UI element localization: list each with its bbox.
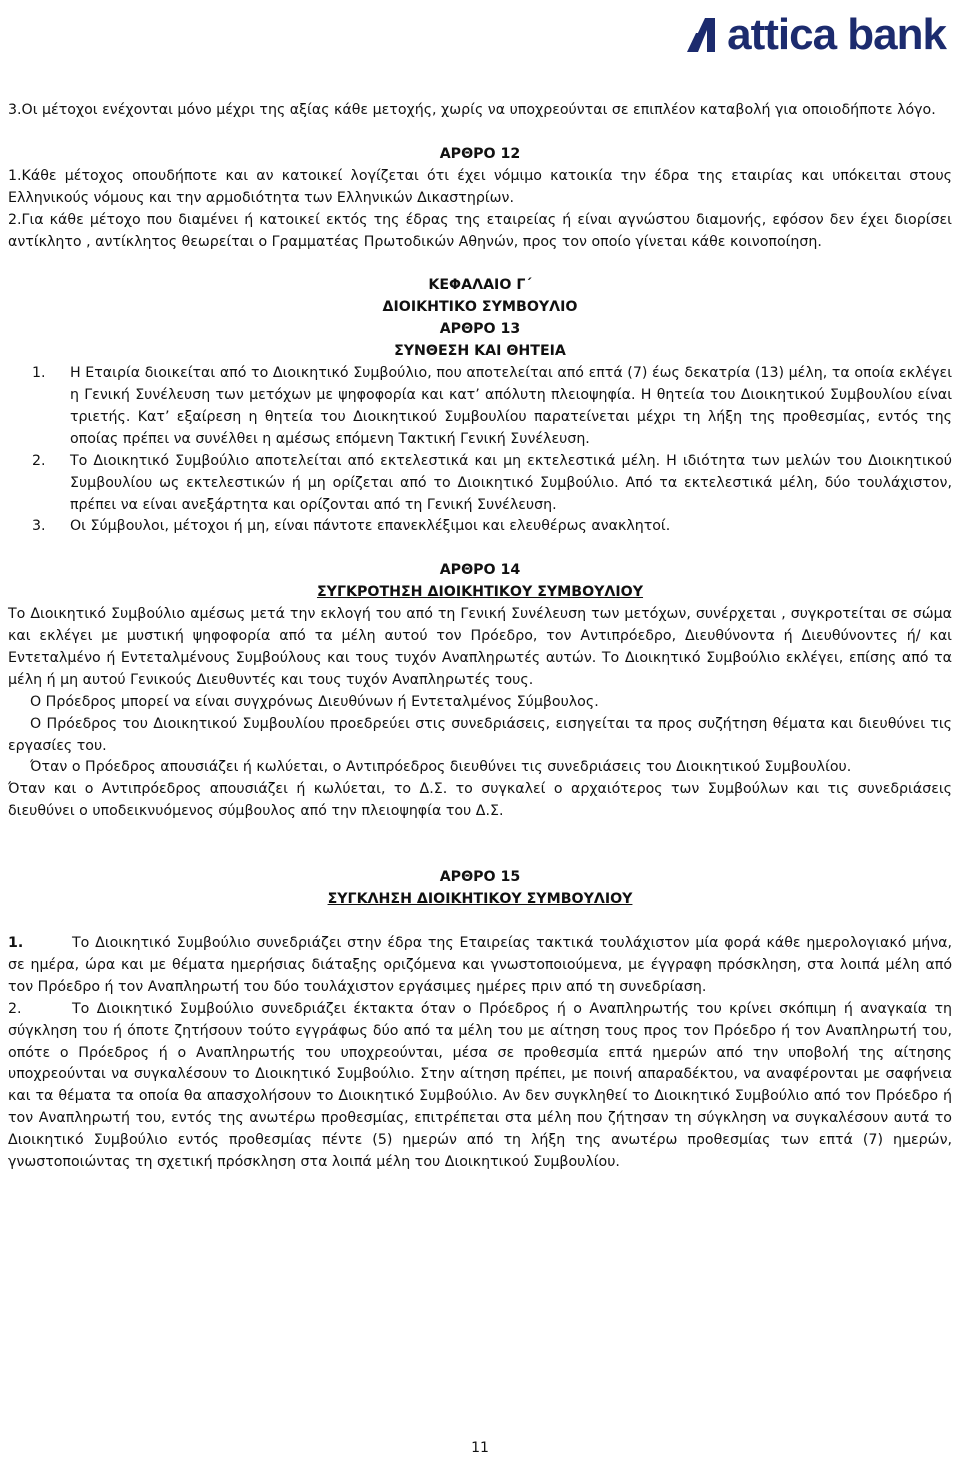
article-13-item xyxy=(8,516,952,538)
article-14-paragraph-1: Το Διοικητικό Συμβούλιο αμέσως μετά την εκλογή του από τη Γενική Συνέλευση των μετόχων, συνέρχεται , συγκροτείται σε σώμα και εκλέγει με μυστική ψηφοφορία από τα μέλη αυτού τον Πρόεδρο, τον Αντιπρόεδρο, Διευθύνοντα ή Διευθύνοντες ή/ και Εντεταλμένο ή Εντεταλμένους Συμβούλους και τους τυχόν Αναπληρωτές αυτών. Το Διοικητικό Συμβούλιο εκλέγει, επίσης από τα μέλη ή μη αυτού Γενικούς Διευθυντές και τους τυχόν Αναπληρωτές τους. xyxy=(8,606,952,688)
article-13-item xyxy=(8,363,952,451)
item-text: Οι Σύμβουλοι, μέτοχοι ή μη, είναι πάντοτε επανεκλέξιμοι και ελευθέρως ανακλητοί. xyxy=(70,518,671,535)
article-15-heading: ΑΡΘΡΟ 15 xyxy=(439,869,521,886)
article-13-heading: ΑΡΘΡΟ 13 xyxy=(439,321,521,338)
item-number: 2. xyxy=(8,1000,22,1017)
page-number: 11 xyxy=(471,1440,489,1456)
item-text: Το Διοικητικό Συμβούλιο αποτελείται από εκτελεστικά και μη εκτελεστικά μέλη. Η ιδιότητα των μελών του Διοικητικού Συμβουλίου ως εκτελεστικών ή μη ορίζεται από το Διοικητικό Συμβούλιο. Από τα εκτελεστικά μέλη, δύο τουλάχιστον, πρέπει να είναι ανεξάρτητα και ορίζονται από τη Γενική Συνέλευση. xyxy=(70,452,952,513)
article-14-paragraph-3: Ο Πρόεδρος του Διοικητικού Συμβουλίου προεδρεύει στις συνεδριάσεις, εισηγείται τα προς συζήτηση θέματα και διευθύνει τις εργασίες του. xyxy=(8,715,952,754)
article-15-item-1 xyxy=(8,933,952,999)
article-13-item xyxy=(8,451,952,517)
article-15-item-2 xyxy=(8,999,952,1174)
article-15-subheading: ΣΥΓΚΛΗΣΗ ΔΙΟΙΚΗΤΙΚΟΥ ΣΥΜΒΟΥΛΙΟΥ xyxy=(327,891,633,908)
chapter-subtitle: ΔΙΟΙΚΗΤΙΚΟ ΣΥΜΒΟΥΛΙΟ xyxy=(382,299,578,316)
article-12-paragraph-1: 1.Κάθε μέτοχος οπουδήποτε και αν κατοικεί λογίζεται ότι έχει νόμιμο κατοικία την έδρα της εταιρίας και υπόκειται στους Ελληνικούς νόμους και την αρμοδιότητα των Ελληνικών Δικαστηρίων. xyxy=(8,167,952,206)
article-12-heading: ΑΡΘΡΟ 12 xyxy=(439,145,521,162)
item-number: 1. xyxy=(8,935,24,951)
article-14-paragraph-5: Όταν και ο Αντιπρόεδρος απουσιάζει ή κωλύεται, το Δ.Σ. το συγκαλεί ο αρχαιότερος των Συμβούλων και τις συνεδριάσεις διευθύνει ο υποδεικνυόμενος σύμβουλος από την πλειοψηφία του Δ.Σ. xyxy=(8,781,952,820)
paragraph-shareholders-liability: 3.Οι μέτοχοι ενέχονται μόνο μέχρι της αξίας κάθε μετοχής, χωρίς να υποχρεούνται σε επιπλέον καταβολή για οποιοδήποτε λόγο. xyxy=(8,102,936,118)
article-13-subheading: ΣΥΝΘΕΣΗ ΚΑΙ ΘΗΤΕΙΑ xyxy=(394,343,566,360)
article-14-paragraph-2: Ο Πρόεδρος μπορεί να είναι συγχρόνως Διευθύνων ή Εντεταλμένος Σύμβουλος. xyxy=(30,693,599,710)
item-number: 2. xyxy=(32,452,46,469)
item-text: Το Διοικητικό Συμβούλιο συνεδριάζει έκτακτα όταν ο Πρόεδρος ή ο Αναπληρωτής του κρίνει σκόπιμη ή αναγκαία τη σύγκληση του ή όποτε ζητήσουν τούτο εγγράφως δύο από τα μέλη του με αίτηση τους προς τον Πρόεδρο ή τον Αναπληρωτή του, οπότε ο Πρόεδρος ή ο Αναπληρωτής του υποχρεούνται, μέσα σε προθεσμία επτά ημερών από την υποβολή της αίτησης υποχρεούνται να συγκαλέσουν το Διοικητικό Συμβούλιο. Στην αίτηση πρέπει, με ποινή απαραδέκτου, να αναφέρονται με σαφήνεια και τα θέματα τα οποία θα απασχολήσουν το Διοικητικό Συμβούλιο. Αν δεν συγκληθεί το Διοικητικό Συμβούλιο από τον Πρόεδρο ή τον Αναπληρωτή του, εντός της ανωτέρω προθεσμίας, επιτρέπεται στα μέλη που ζήτησαν τη σύγκληση να συγκαλέσουν αυτά το Διοικητικό Συμβούλιο εντός προθεσμίας πέντε (5) ημερών από τη λήξη της ανωτέρω προθεσμίας των επτά (7) ημερών, γνωστοποιώντας τη σχετική πρόσκληση στα λοιπά μέλη του Διοικητικού Συμβουλίου. xyxy=(8,1000,952,1171)
item-text: Η Εταιρία διοικείται από το Διοικητικό Συμβούλιο, που αποτελείται από επτά (7) έως δεκατρία (13) μέλη, τα οποία εκλέγει η Γενική Συνέλευση των μετόχων με ψηφοφορία και κατ’ απόλυτη πλειοψηφία. Η θητεία του Διοικητικού Συμβουλίου είναι τριετής. Κατ’ εξαίρεση η θητεία του Διοικητικού Συμβουλίου παρατείνεται μέχρι τη λήξη της προθεσμίας, εντός της οποίας πρέπει να συνέλθει η αμέσως επόμενη Τακτική Γενική Συνέλευση. xyxy=(70,365,952,447)
article-12-paragraph-2: 2.Για κάθε μέτοχο που διαμένει ή κατοικεί εκτός της έδρας της εταιρείας ή είναι αγνώστου διαμονής, εφόσον δεν έχει διορίσει αντίκλητο , αντίκλητος θεωρείται ο Γραμματέας Πρωτοδικών Αθηνών, προς τον οποίο γίνεται κάθε κοινοποίηση. xyxy=(8,211,952,250)
item-text: Το Διοικητικό Συμβούλιο συνεδριάζει στην έδρα της Εταιρείας τακτικά τουλάχιστον μία φορά κάθε ημερολογιακό μήνα, σε ημέρα, ώρα και με θέματα ημερήσιας διάταξης οριζόμενα και γνωστοποιούμενα, με έγγραφη πρόσκληση, στα λοιπά μέλη από τον Πρόεδρο ή τον Αναπληρωτή του δύο τουλάχιστον εργάσιμες ημέρες πριν από τη συνεδρίαση. xyxy=(8,935,952,995)
item-number: 1. xyxy=(32,365,46,382)
chapter-title: ΚΕΦΑΛΑΙΟ Γ΄ xyxy=(428,277,532,294)
attica-logo-icon xyxy=(685,16,719,54)
article-14-paragraph-4: Όταν ο Πρόεδρος απουσιάζει ή κωλύεται, ο Αντιπρόεδρος διευθύνει τις συνεδριάσεις του Διοικητικού Συμβουλίου. xyxy=(30,759,852,776)
item-number: 3. xyxy=(32,518,46,535)
attica-bank-logo xyxy=(685,10,946,59)
article-14-subheading: ΣΥΓΚΡΟΤΗΣΗ ΔΙΟΙΚΗΤΙΚΟΥ ΣΥΜΒΟΥΛΙΟΥ xyxy=(316,584,644,601)
logo-text: attica bank xyxy=(727,10,946,59)
document-body xyxy=(8,100,952,1174)
article-14-heading: ΑΡΘΡΟ 14 xyxy=(439,562,521,579)
